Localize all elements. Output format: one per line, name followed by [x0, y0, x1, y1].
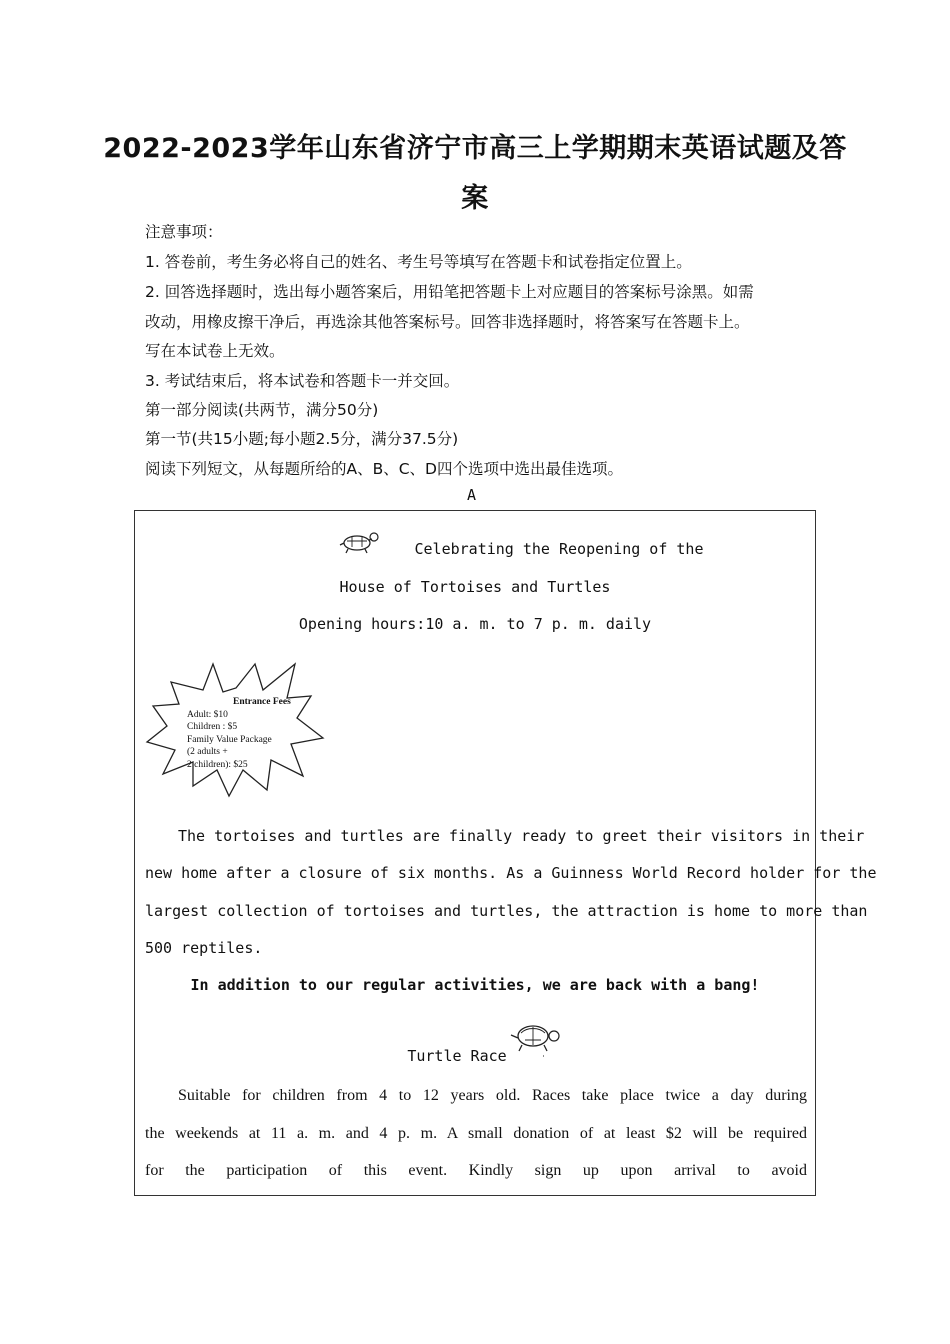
- fees-line: Children : $5: [187, 722, 238, 732]
- title-line-2: 案: [461, 183, 489, 214]
- fees-line: Family Value Package: [187, 734, 272, 745]
- notice-item: 1. 答卷前，考生务必将自己的姓名、考生号等填写在答题卡和试卷指定位置上。: [145, 253, 692, 271]
- activities-tagline: In addition to our regular activities, we are back with a bang!: [190, 976, 760, 994]
- fees-line: Adult: $10: [187, 709, 228, 720]
- entrance-fees-text: [187, 696, 291, 771]
- passage-label: A: [467, 486, 477, 504]
- ad-heading-2: House of Tortoises and Turtles: [339, 578, 611, 596]
- part-heading: 第一部分阅读(共两节，满分50分): [145, 401, 379, 419]
- turtle-race-heading: Turtle Race: [407, 1047, 507, 1065]
- fees-line: (2 adults +: [187, 747, 228, 757]
- paragraph-line: for the participation of this event. Kindly sign up upon arrival to avoid: [145, 1162, 807, 1179]
- ad-heading-1: Celebrating the Reopening of the: [414, 540, 704, 558]
- notice-item: 2. 回答选择题时，选出每小题答案后，用铅笔把答题卡上对应题目的答案标号涂黑。如需: [145, 283, 754, 301]
- fees-title: Entrance Fees: [233, 697, 291, 707]
- opening-hours: Opening hours:10 a. m. to 7 p. m. daily: [298, 615, 652, 633]
- paragraph-line: largest collection of tortoises and turtles, the attraction is home to more than: [145, 902, 868, 920]
- notice-item: 写在本试卷上无效。: [145, 342, 285, 360]
- passage-box: [134, 510, 877, 1196]
- section-heading: 第一节(共15小题;每小题2.5分，满分37.5分): [145, 430, 459, 448]
- paragraph-line: Suitable for children from 4 to 12 years old. Races take place twice a day during: [178, 1087, 807, 1104]
- paragraph-line: The tortoises and turtles are finally ready to greet their visitors in their: [178, 827, 865, 845]
- notice-item: 改动，用橡皮擦干净后，再选涂其他答案标号。回答非选择题时，将答案写在答题卡上。: [145, 313, 750, 331]
- title-line-1: 2022-2023学年山东省济宁市高三上学期期末英语试题及答: [103, 133, 847, 164]
- paragraph-line: new home after a closure of six months. As a Guinness World Record holder for the: [145, 864, 877, 882]
- fees-line: 2 children): $25: [187, 759, 248, 770]
- paragraph-line: 500 reptiles.: [145, 939, 263, 957]
- paragraph-line: the weekends at 11 a. m. and 4 p. m. A small donation of at least $2 will be required: [145, 1125, 807, 1142]
- instruction: 阅读下列短文，从每题所给的A、B、C、D四个选项中选出最佳选项。: [145, 460, 623, 478]
- notice-heading: 注意事项：: [145, 223, 223, 241]
- notice-item: 3. 考试结束后，将本试卷和答题卡一并交回。: [145, 372, 460, 390]
